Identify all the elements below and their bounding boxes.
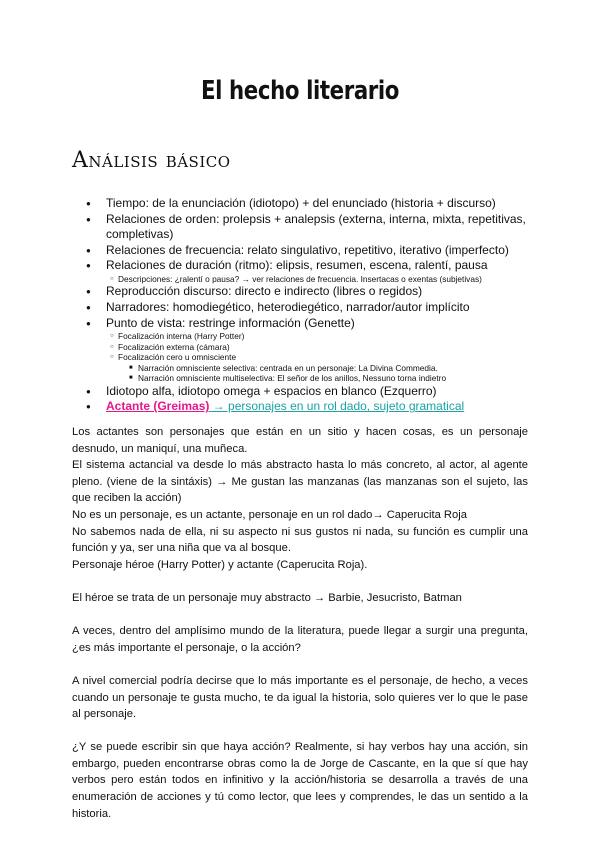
list-subitem: ○ Focalización interna (Harry Potter) (86, 331, 546, 342)
list-subsubitem: ■ Narración omnisciente selectiva: centrada en un personaje: La Divina Commedia. (86, 363, 546, 374)
actante-definition-link[interactable]: → personajes en un rol dado, sujeto gramatical (209, 399, 465, 414)
actante-link[interactable]: Actante (Greimas) (106, 399, 210, 414)
list-item-actante (86, 399, 546, 415)
outline-list (86, 196, 546, 415)
paragraph: ¿Y se puede escribir sin que haya acción? Realmente, si hay verbos hay una acción, sin embargo, pueden encontrarse obras como la de Jorge de Cascante, en la que sí que hay verbos pero están todos en infinitivo y la acción/historia se desarrolla a través de una enumeración de acciones y tú como lector, que lees y comprendes, le das un sentido a la historia. (72, 741, 528, 820)
list-item: ● Relaciones de duración (ritmo): elipsis, resumen, escena, ralentí, pausa (86, 258, 546, 274)
section-heading: Análisis básico (72, 148, 231, 173)
list-item: ● Relaciones de frecuencia: relato singulativo, repetitivo, iterativo (imperfecto) (86, 243, 546, 259)
list-item: ● Relaciones de orden: prolepsis + analepsis (externa, interna, mixta, repetitivas, completivas) (86, 212, 546, 243)
paragraph: No es un personaje, es un actante, personaje en un rol dado→ Caperucita Roja (72, 508, 467, 521)
list-item: ● Idiotopo alfa, idiotopo omega + espacios en blanco (Ezquerro) (86, 384, 546, 400)
paragraph: A veces, dentro del amplísimo mundo de la literatura, puede llegar a surgir una pregunta, ¿es más importante el personaje, o la acción? (72, 625, 528, 654)
list-item: ● Punto de vista: restringe información (Genette) (86, 316, 546, 332)
page-title: El hecho literario (200, 76, 400, 106)
list-item: ● Narradores: homodiegético, heterodiegético, narrador/autor implícito (86, 300, 546, 316)
body-block-1 (72, 424, 528, 822)
paragraph: Los actantes son personajes que están en un sitio y hacen cosas, es un personaje desnudo, un maniquí, una muñeca. (72, 426, 528, 455)
list-subitem: ○ Descripciones: ¿ralentí o pausa? → ver relaciones de frecuencia. Insertacas o exentas (subjetivas) (86, 274, 546, 285)
list-subitem: ○ Focalización externa (cámara) (86, 342, 546, 353)
paragraph: A nivel comercial podría decirse que lo más importante es el personaje, de hecho, a veces cuando un personaje te gusta mucho, te da igual la historia, solo quieres ver lo que le pase al personaje. (72, 674, 528, 721)
list-subitem: ○ Focalización cero u omnisciente (86, 352, 546, 363)
paragraph: Personaje héroe (Harry Potter) y actante (Caperucita Roja). (72, 558, 368, 571)
list-item: ● Tiempo: de la enunciación (idiotopo) + del enunciado (historia + discurso) (86, 196, 546, 212)
paragraph: No sabemos nada de ella, ni su aspecto ni sus gustos ni nada, su función es cumplir una función y ya, ser una niña que va al bosque. (72, 525, 528, 555)
paragraph: El héroe se trata de un personaje muy abstracto → Barbie, Jesucristo, Batman (72, 591, 462, 604)
list-subsubitem: ■ Narración omnisciente multiselectiva: El señor de los anillos, Nessuno torna indietro (86, 373, 546, 384)
paragraph: El sistema actancial va desde lo más abstracto hasta lo más concreto, al actor, al agente pleno. (viene de la sintáxis) → Me gustan las manzanas (las manzanas son el sujeto, las que reciben la acción) (72, 459, 528, 505)
list-item: ● Reproducción discurso: directo e indirecto (libres o regidos) (86, 284, 546, 300)
